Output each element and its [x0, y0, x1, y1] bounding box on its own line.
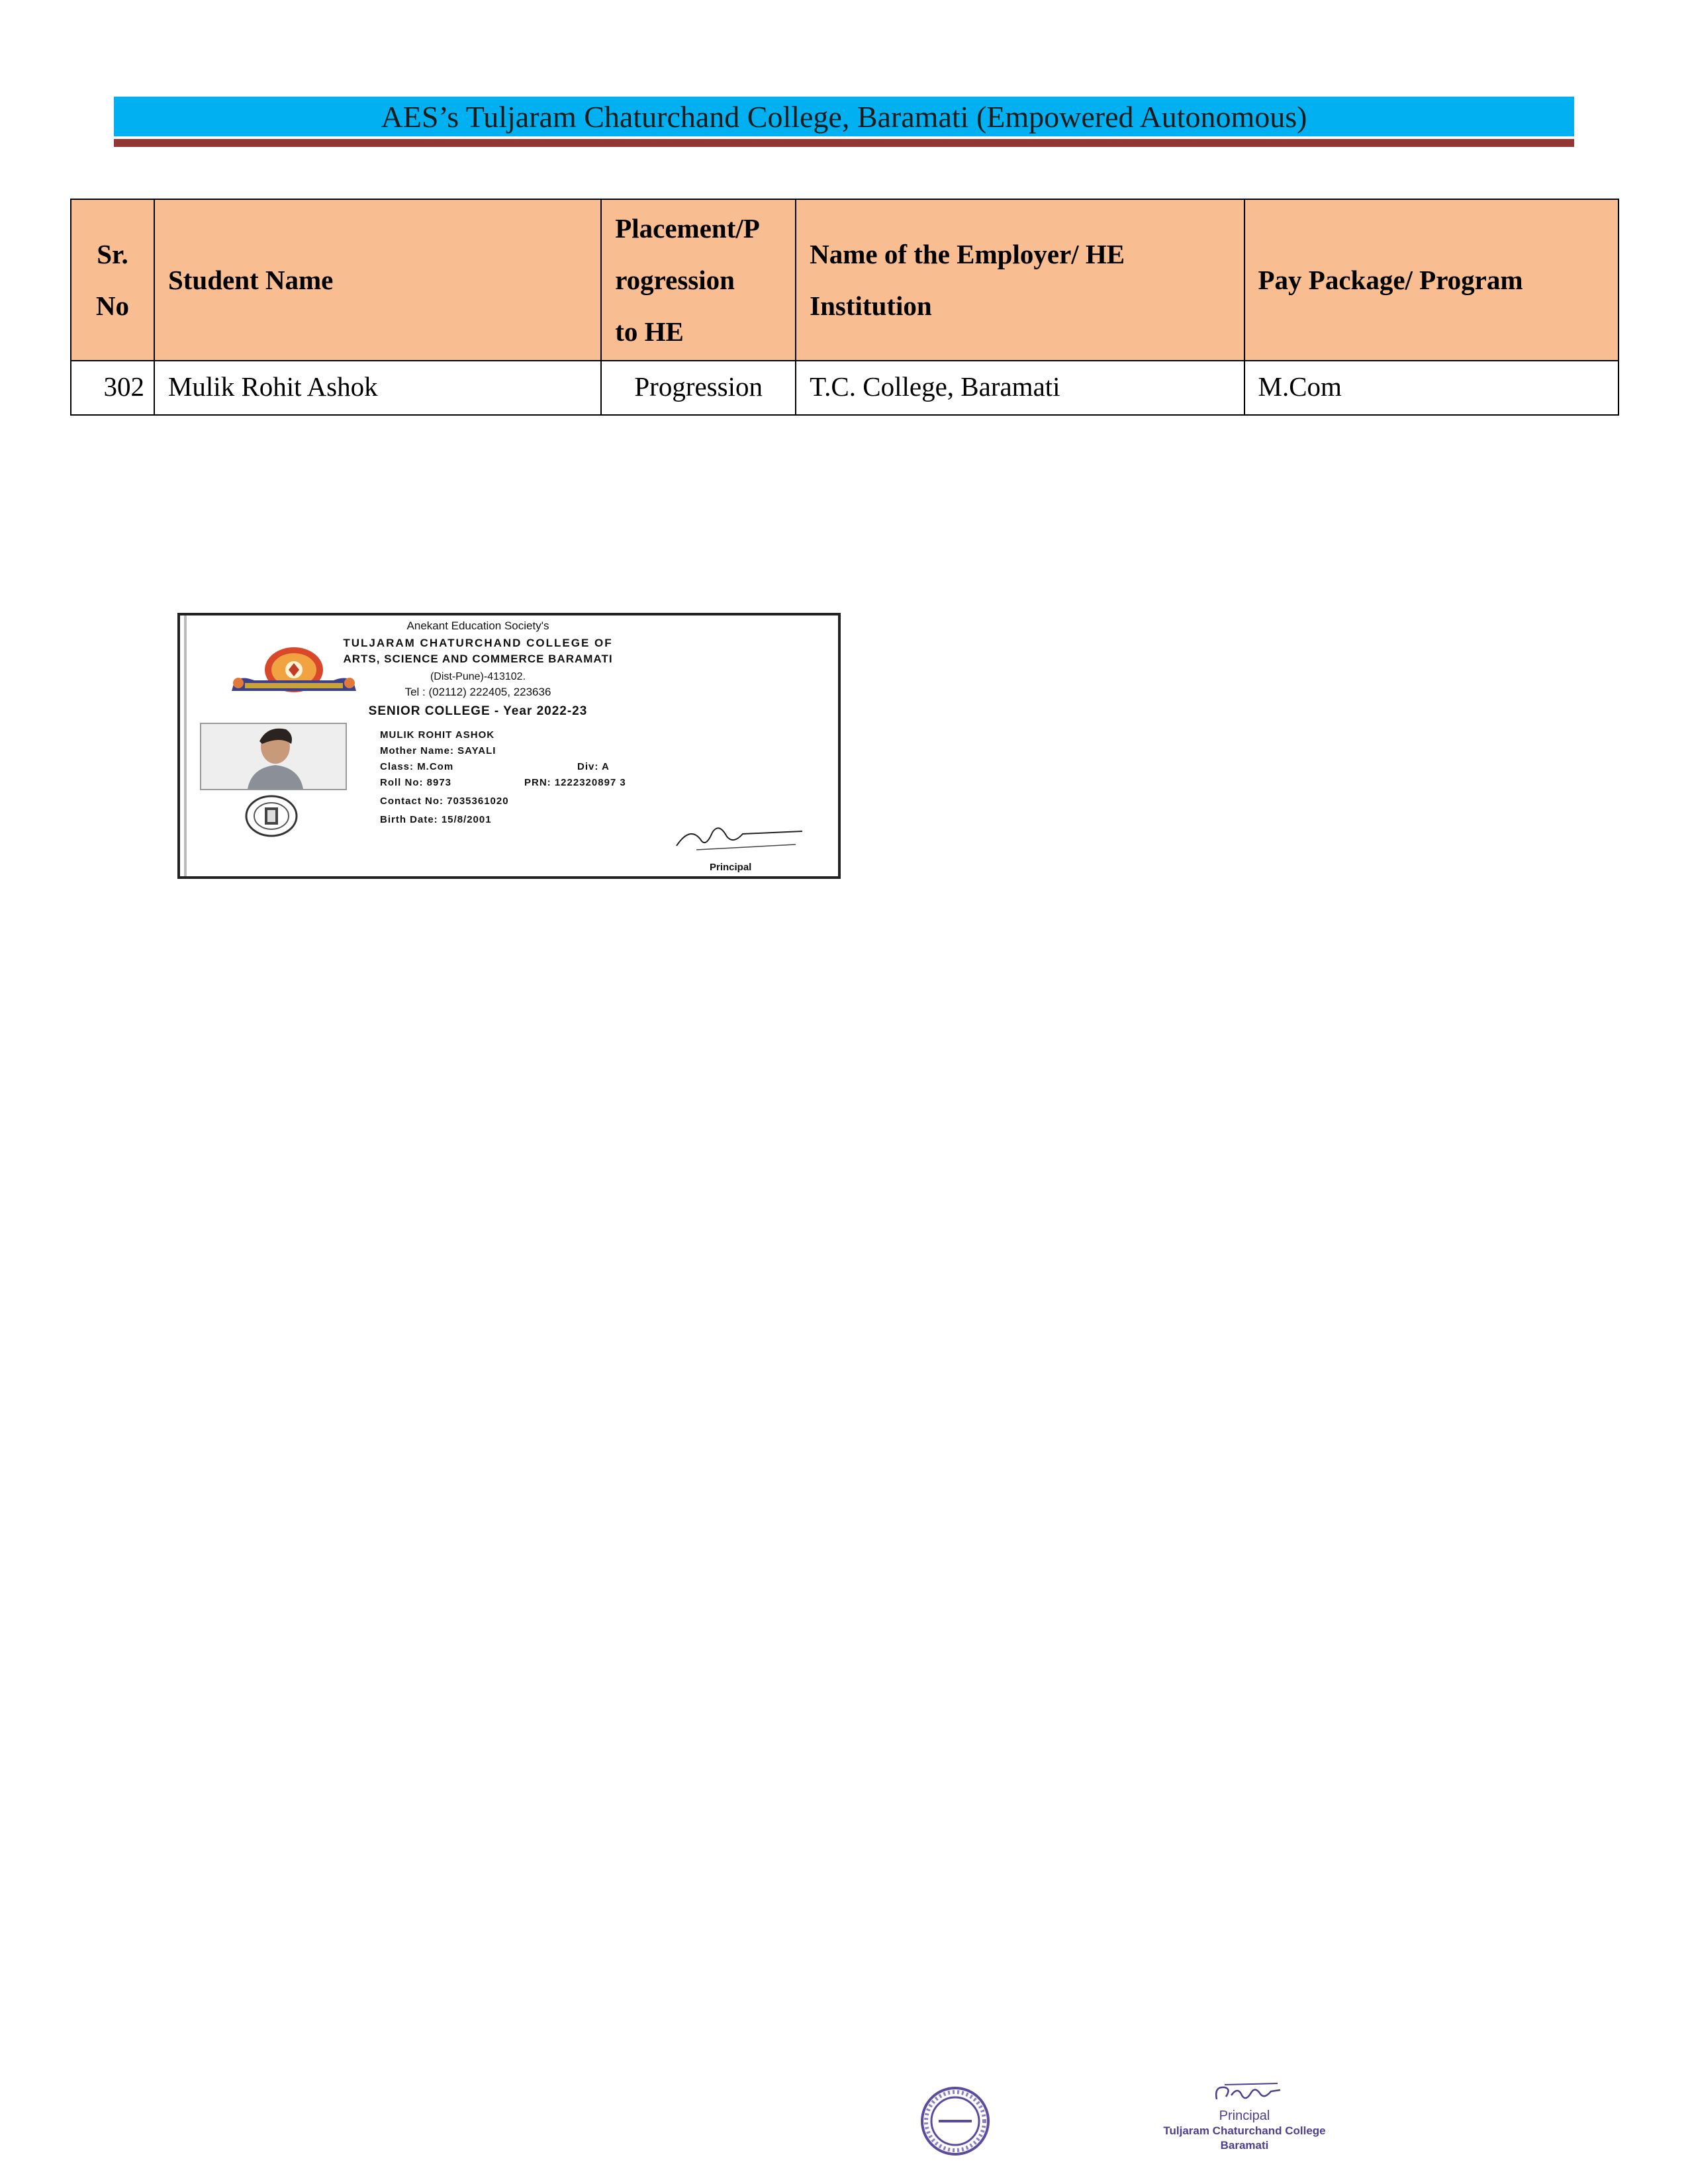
- card-birth-date: Birth Date: 15/8/2001: [380, 814, 492, 825]
- header-text: Placement/P: [615, 213, 760, 244]
- page-title: AES’s Tuljaram Chaturchand College, Baramati (Empowered Autonomous): [381, 99, 1307, 134]
- header-text: No: [95, 291, 130, 321]
- principal-signature-icon: [1211, 2079, 1284, 2106]
- column-header-pay-package: [1244, 199, 1619, 361]
- progression-table: [70, 199, 1619, 416]
- header-text: to HE: [615, 316, 684, 347]
- footer-principal-label: Principal: [1219, 2109, 1270, 2123]
- table-header-row: [71, 199, 1618, 361]
- column-header-placement: [601, 199, 796, 361]
- card-district: (Dist-Pune)-413102.: [430, 671, 526, 682]
- header-text: rogression: [615, 265, 735, 295]
- college-stamp-icon: [920, 2086, 990, 2156]
- footer-city: Baramati: [1220, 2139, 1269, 2152]
- card-class: Class: M.Com: [380, 761, 454, 772]
- signature-icon: [670, 819, 809, 852]
- card-roll-no: Roll No: 8973: [380, 777, 452, 788]
- card-student-name: MULIK ROHIT ASHOK: [380, 729, 495, 741]
- header-divider: [114, 139, 1574, 147]
- card-society: Anekant Education Society's: [406, 619, 549, 632]
- column-header-student-name: [154, 199, 601, 361]
- column-header-employer: [796, 199, 1244, 361]
- card-contact: Contact No: 7035361020: [380, 796, 509, 807]
- column-header-sr-no: [71, 199, 154, 361]
- cell-pay-package: M.Com: [1244, 361, 1619, 415]
- header-text: Name of the Employer/ HE: [810, 239, 1125, 269]
- card-prn: PRN: 1222320897 3: [524, 777, 626, 788]
- card-division: Div: A: [577, 761, 610, 772]
- table-row: [71, 361, 1618, 415]
- cell-student-name: Mulik Rohit Ashok: [154, 361, 601, 415]
- cell-placement: Progression: [601, 361, 796, 415]
- student-photo-image: [201, 724, 346, 789]
- card-session: SENIOR COLLEGE - Year 2022-23: [368, 704, 588, 718]
- card-college-name: TULJARAM CHATURCHAND COLLEGE OF: [343, 637, 613, 649]
- header-text: Student Name: [167, 265, 334, 295]
- header-text: Institution: [810, 291, 932, 321]
- card-mother-name: Mother Name: SAYALI: [380, 745, 496, 756]
- footer-college-name: Tuljaram Chaturchand College: [1163, 2124, 1326, 2137]
- card-college-name: ARTS, SCIENCE AND COMMERCE BARAMATI: [343, 653, 613, 665]
- student-photo: [200, 723, 347, 790]
- cell-sr-no: 302: [71, 361, 154, 415]
- student-id-card: [177, 613, 841, 879]
- card-principal-label: Principal: [710, 862, 752, 873]
- header-bar: [114, 97, 1574, 136]
- header-text: Pay Package/ Program: [1258, 265, 1523, 295]
- cell-employer: T.C. College, Baramati: [796, 361, 1244, 415]
- card-telephone: Tel : (02112) 222405, 223636: [404, 686, 551, 698]
- header-text: Sr.: [97, 239, 128, 269]
- college-seal-icon: [244, 794, 299, 838]
